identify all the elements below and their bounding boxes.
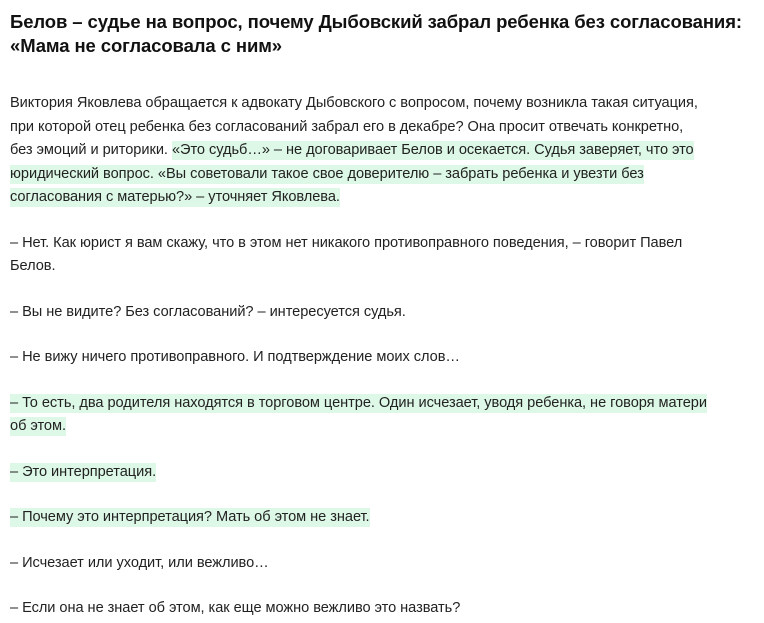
intro-line-plain: без эмоций и риторики.: [10, 142, 172, 158]
dialogue-line: [10, 506, 754, 530]
intro-line: [10, 139, 754, 163]
dialogue-paragraph: [10, 301, 754, 325]
dialogue-line: – Если она не знает об этом, как еще можно вежливо это назвать?: [10, 600, 461, 616]
dialogue-line: [10, 392, 754, 416]
article-title: [10, 10, 754, 58]
quote-highlight: «Это судьб…» – не договаривает Белов и осекается. Судья заверяет, что это: [171, 142, 694, 158]
quote-highlight: об этом.: [10, 418, 66, 434]
dialogue-line: – Вы не видите? Без согласований? – интересуется судья.: [10, 303, 406, 320]
dialogue-paragraph: [10, 346, 754, 370]
quote-highlight: – То есть, два родителя находятся в торговом центре. Один исчезает, уводя ребенка, не говоря матери: [10, 394, 707, 411]
article: [10, 10, 754, 621]
dialogue-line: Белов.: [10, 258, 56, 274]
dialogue-paragraph: [10, 552, 754, 576]
dialogue-line: [10, 415, 754, 439]
dialogue-paragraph-highlighted: [10, 506, 754, 530]
dialogue-paragraph: [10, 597, 754, 621]
dialogue-line: – Исчезает или уходит, или вежливо…: [10, 554, 269, 571]
intro-line: при которой отец ребенка без согласований забрал его в декабре? Она просит отвечать конкретно,: [10, 118, 684, 135]
dialogue-paragraph-highlighted: [10, 392, 754, 439]
title-line: «Мама не согласовала с ним»: [10, 35, 282, 56]
intro-line: Виктория Яковлева обращается к адвокату Дыбовского с вопросом, почему возникла такая ситуация,: [10, 95, 698, 111]
dialogue-line: – Нет. Как юрист я вам скажу, что в этом нет никакого противоправного поведения, – говорит Павел: [10, 234, 683, 251]
title-line: Белов – судье на вопрос, почему Дыбовский забрал ребенка без согласования:: [10, 11, 742, 32]
quote-highlight: юридический вопрос. «Вы советовали такое свое доверителю – забрать ребенка и увезти без: [10, 165, 644, 182]
dialogue-paragraph-highlighted: [10, 461, 754, 485]
quote-highlight: – Это интерпретация.: [10, 463, 157, 480]
dialogue-line: [10, 461, 754, 485]
dialogue-line: – Не вижу ничего противоправного. И подтверждение моих слов…: [10, 349, 460, 365]
quote-highlight: согласования с матерью?» – уточняет Яковлева.: [10, 189, 340, 205]
dialogue-paragraph: [10, 232, 754, 279]
intro-paragraph: [10, 92, 754, 210]
quote-highlight: – Почему это интерпретация? Мать об этом не знает.: [10, 509, 370, 525]
intro-line: [10, 186, 754, 210]
intro-line: [10, 163, 754, 187]
